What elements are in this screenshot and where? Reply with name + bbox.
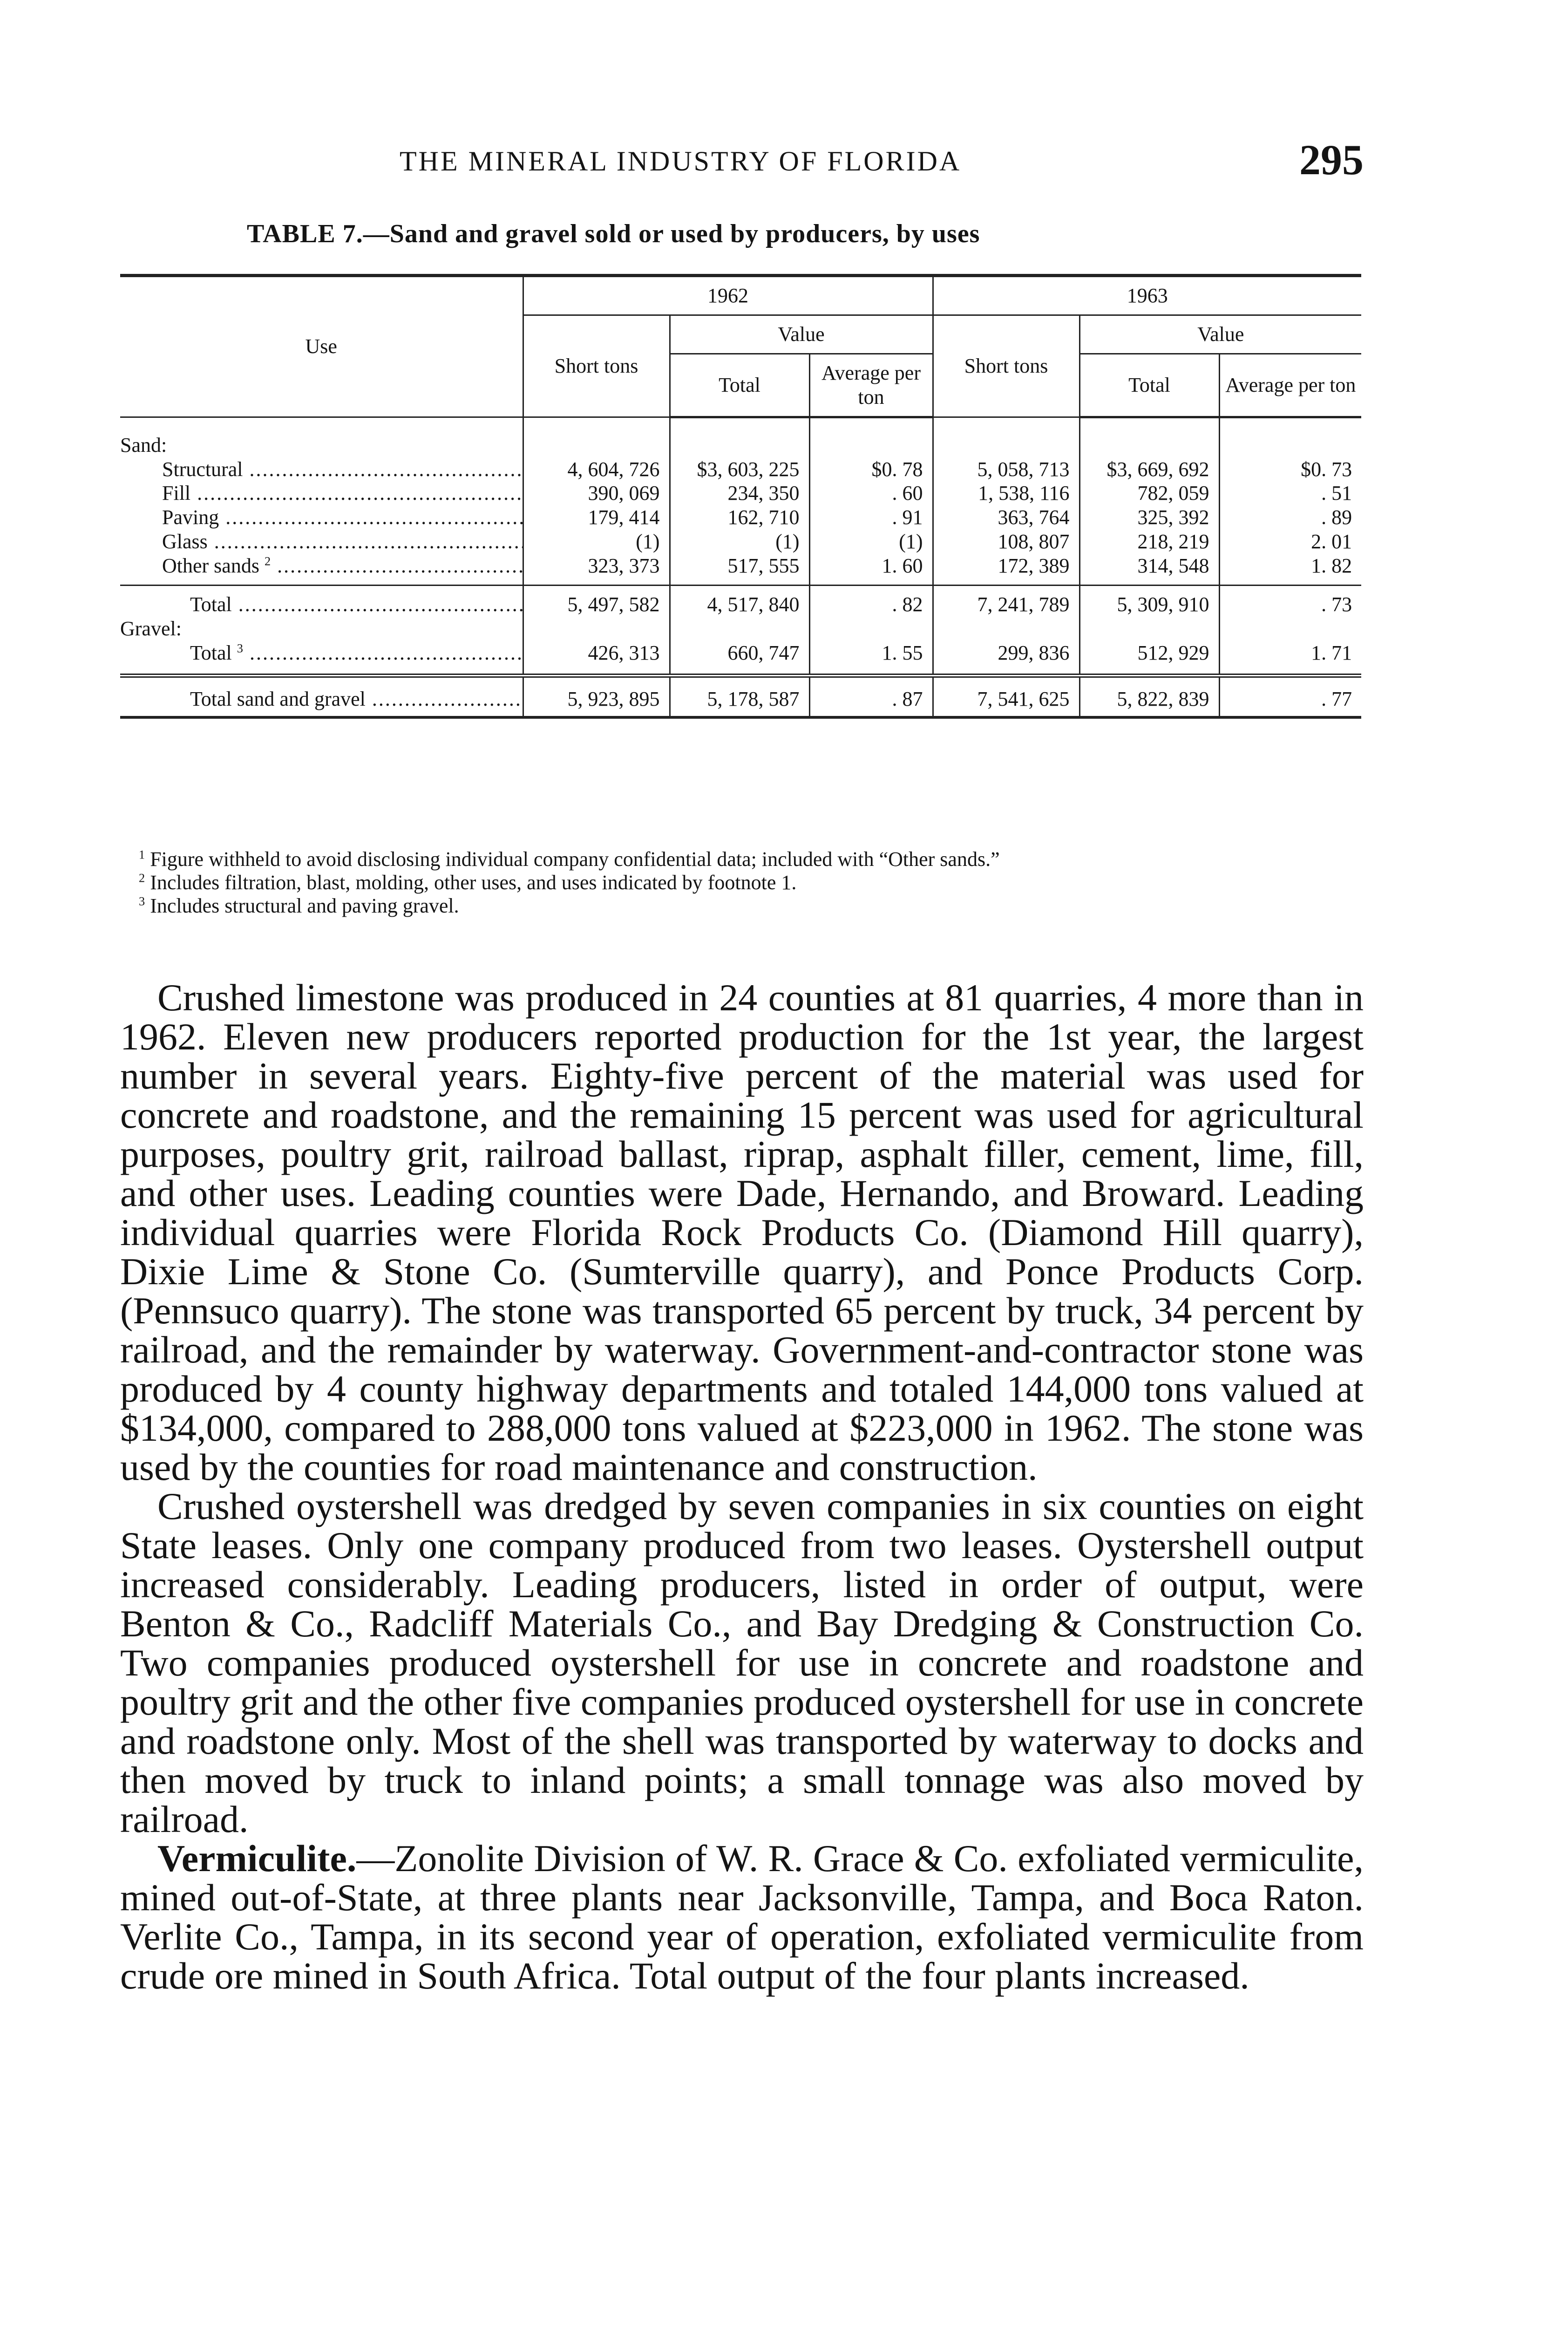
row-label-grand-total: Total sand and gravel ..... [190,688,523,710]
cell-fill-total-1963: 782, 059 [1079,481,1219,505]
cell-grand-tons-1963: 7, 541, 625 [933,675,1079,717]
cell-paving-total-1963: 325, 392 [1079,505,1219,530]
cell-grand-total-1963: 5, 822, 839 [1079,675,1219,717]
cell-paving-tons-1962: 179, 414 [523,505,670,530]
col-header-short-tons-1962: Short tons [523,315,670,417]
cell-structural-total-1962: $3, 603, 225 [670,457,809,482]
table-row-fill [120,481,1361,505]
cell-sand-total-tons-1962: 5, 497, 582 [523,586,670,617]
cell-gravel-tons-1963: 299, 836 [933,641,1079,665]
row-label-sand-total: Total ..... [190,593,523,616]
cell-other-tons-1962: 323, 373 [523,554,670,578]
cell-grand-avg-1963: . 77 [1219,675,1361,717]
row-label-glass: Glass ..... [162,530,523,553]
table-row-structural [120,457,1361,482]
col-header-average-1962: Average per ton [809,354,933,417]
running-head [120,136,1364,191]
cell-paving-tons-1963: 363, 764 [933,505,1079,530]
row-label-structural: Structural ..... [162,458,523,481]
col-header-short-tons-1963: Short tons [933,315,1079,417]
col-header-value-1963: Value [1079,315,1361,354]
heading-dash: — [356,1837,395,1880]
cell-gravel-avg-1962: 1. 55 [809,641,933,665]
table-row-grand-total [120,675,1361,717]
cell-grand-avg-1962: . 87 [809,675,933,717]
cell-gravel-avg-1963: 1. 71 [1219,641,1361,665]
cell-fill-tons-1962: 390, 069 [523,481,670,505]
cell-glass-tons-1962: (1) [523,530,670,554]
cell-paving-avg-1963: . 89 [1219,505,1361,530]
cell-gravel-total-1962: 660, 747 [670,641,809,665]
table-row-sand-heading [120,433,1361,457]
cell-fill-avg-1963: . 51 [1219,481,1361,505]
running-title: THE MINERAL INDUSTRY OF FLORIDA [400,146,962,177]
col-header-value-1962: Value [670,315,933,354]
row-label-other-sands: Other sands [162,554,259,578]
cell-sand-total-tons-1963: 7, 241, 789 [933,586,1079,617]
col-header-total-1963: Total [1079,354,1219,417]
cell-gravel-total-1963: 512, 929 [1079,641,1219,665]
cell-glass-total-1962: (1) [670,530,809,554]
col-header-average-1963: Average per ton [1219,354,1361,417]
cell-gravel-tons-1962: 426, 313 [523,641,670,665]
col-header-use: Use [120,276,523,417]
row-label-gravel-total: Total [190,641,232,664]
col-header-total-1962: Total [670,354,809,417]
cell-fill-total-1962: 234, 350 [670,481,809,505]
cell-sand-total-avg-1962: . 82 [809,586,933,617]
cell-paving-total-1962: 162, 710 [670,505,809,530]
cell-other-total-1963: 314, 548 [1079,554,1219,578]
cell-structural-total-1963: $3, 669, 692 [1079,457,1219,482]
paragraph-oystershell: Crushed oystershell was dredged by seven companies in six counties on eight State leases. Only one company produced from two leases. Oystershell output increased considerably. Leading producers, listed in order of output, were Benton & Co., Radcliff Materials Co., and Bay Dredging & Construction Co. Two companies produced oystershell for use in concrete and roadstone and poultry grit and the other five companies produced oystershell for use in concrete and roadstone only. Most of the shell was transported by waterway to docks and then moved by truck to inland points; a small tonnage was also moved by railroad. [120,1485,1364,1840]
table-row-gravel-heading [120,617,1361,641]
cell-sand-total-total-1962: 4, 517, 840 [670,586,809,617]
cell-structural-tons-1963: 5, 058, 713 [933,457,1079,482]
cell-glass-avg-1962: (1) [809,530,933,554]
cell-sand-total-avg-1963: . 73 [1219,586,1361,617]
row-label-fill: Fill ..... [162,482,523,504]
footnote-1: $^1$ Figure withheld to avoid disclosing individual company confidential data; included with “Other sands.” [139,847,1000,871]
footnote-2: $^2$ Includes filtration, blast, molding, other uses, and uses indicated by footnote 1. [139,871,797,894]
row-heading-sand: Sand: [120,433,167,456]
page-number: 295 [1299,136,1364,184]
cell-fill-tons-1963: 1, 538, 116 [933,481,1079,505]
col-header-1963: 1963 [933,276,1361,315]
cell-grand-tons-1962: 5, 923, 895 [523,675,670,717]
cell-glass-tons-1963: 108, 807 [933,530,1079,554]
paragraph-vermiculite [120,1839,1364,1995]
col-header-1962: 1962 [523,276,933,315]
cell-other-avg-1962: 1. 60 [809,554,933,578]
sand-gravel-table [120,274,1361,719]
table-row-sand-total [120,586,1361,617]
cell-other-tons-1963: 172, 389 [933,554,1079,578]
cell-sand-total-total-1963: 5, 309, 910 [1079,586,1219,617]
cell-glass-total-1963: 218, 219 [1079,530,1219,554]
table-row-paving [120,505,1361,530]
table-row-other-sands [120,554,1361,578]
cell-fill-avg-1962: . 60 [809,481,933,505]
table-footnotes [120,848,1364,918]
cell-glass-avg-1963: 2. 01 [1219,530,1361,554]
body-text [120,978,1364,1995]
row-label-paving: Paving ..... [162,506,523,529]
cell-structural-tons-1962: 4, 604, 726 [523,457,670,482]
cell-other-total-1962: 517, 555 [670,554,809,578]
footnote-3: $^3$ Includes structural and paving gravel. [139,894,459,918]
paragraph-crushed-limestone: Crushed limestone was produced in 24 counties at 81 quarries, 4 more than in 1962. Eleven new producers reported production for the 1st year, the largest number in several years. Eighty-five percent of the material was used for concrete and roadstone, and the remaining 15 percent was used for agricultural purposes, poultry grit, railroad ballast, riprap, asphalt filler, cement, lime, fill, and other uses. Leading counties were Dade, Hernando, and Broward. Leading individual quarries were Florida Rock Products Co. (Diamond Hill quarry), Dixie Lime & Stone Co. (Sumterville quarry), and Ponce Products Corp. (Pennsuco quarry). The stone was transported 65 percent by truck, 34 percent by railroad, and the remainder by waterway. Government-and-contractor stone was produced by 4 county highway departments and totaled 144,000 tons valued at $134,000, compared to 288,000 tons valued at $223,000 in 1962. The stone was used by the counties for road maintenance and construction. [120,976,1364,1488]
cell-grand-total-1962: 5, 178, 587 [670,675,809,717]
vermiculite-text: Zonolite Division of W. R. Grace & Co. exfoliated vermiculite, mined out-of-State, at three plants near Jacksonville, Tampa, and Boca Raton. Verlite Co., Tampa, in its second year of operation, exfoliated vermiculite from crude ore mined in South Africa. Total output of the four plants increased. [120,1837,1364,1997]
footnote-ref-2: 2 [264,554,271,568]
cell-paving-avg-1962: . 91 [809,505,933,530]
cell-structural-avg-1962: $0. 78 [809,457,933,482]
row-heading-gravel: Gravel: [120,617,182,640]
cell-structural-avg-1963: $0. 73 [1219,457,1361,482]
table-row-gravel-total [120,641,1361,665]
run-in-heading-vermiculite: Vermiculite. [157,1837,357,1880]
table-caption: TABLE 7.—Sand and gravel sold or used by producers, by uses [247,219,980,248]
table-row-glass [120,530,1361,554]
cell-other-avg-1963: 1. 82 [1219,554,1361,578]
footnote-ref-3: 3 [237,641,243,655]
